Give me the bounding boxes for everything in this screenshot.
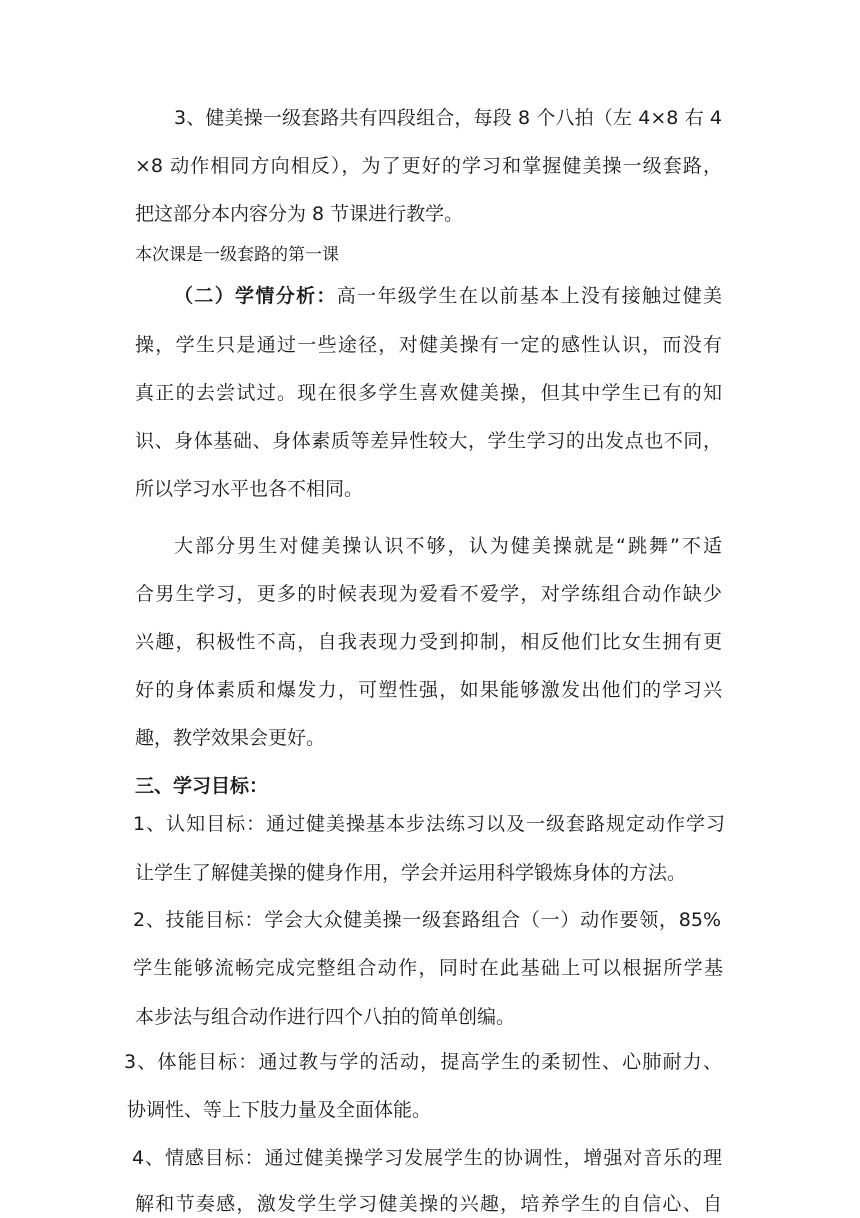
- paragraph-1-line-2: ×8 动作相同方向相反），为了更好的学习和掌握健美操一级套路，: [135, 155, 722, 177]
- section-3-title: 三、学习目标：: [135, 775, 269, 797]
- learning-analysis-line-4: 识、身体基础、身体素质等差异性较大，学生学习的出发点也不同，: [135, 430, 722, 452]
- paragraph-1-line-3: 把这部分本内容分为 8 节课进行教学。: [135, 203, 464, 225]
- goal-3-line-2: 协调性、等上下肢力量及全面体能。: [127, 1099, 432, 1121]
- paragraph-boys-line-3: 兴趣，积极性不高，自我表现力受到抑制，相反他们比女生拥有更: [135, 631, 722, 653]
- paragraph-boys-line-2: 合男生学习，更多的时候表现为爱看不爱学，对学练组合动作缺少: [135, 583, 722, 605]
- learning-analysis-line-1: [174, 282, 722, 310]
- goal-1-line-2: 让学生了解健美操的健身作用，学会并运用科学锻炼身体的方法。: [135, 862, 687, 884]
- learning-analysis-line-3: 真正的去尝试过。现在很多学生喜欢健美操，但其中学生已有的知: [135, 382, 722, 404]
- paragraph-boys-line-5: 趣，教学效果会更好。: [135, 727, 326, 749]
- goal-3-line-1: 3、体能目标：通过教与学的活动，提高学生的柔韧性、心肺耐力、: [124, 1051, 722, 1073]
- learning-analysis-line-5: 所以学习水平也各不相同。: [135, 478, 364, 500]
- paragraph-boys-line-1: 大部分男生对健美操认识不够，认为健美操就是“跳舞”不适: [174, 535, 722, 557]
- paragraph-1-line-1: 3、健美操一级套路共有四段组合，每段 8 个八拍（左 4×8 右 4: [174, 107, 722, 129]
- paragraph-boys-line-4: 好的身体素质和爆发力，可塑性强，如果能够激发出他们的学习兴: [135, 679, 722, 701]
- goal-4-line-1: 4、情感目标：通过健美操学习发展学生的协调性，增强对音乐的理: [132, 1147, 722, 1169]
- goal-2-line-3: 本步法与组合动作进行四个八拍的简单创编。: [135, 1006, 516, 1028]
- goal-1-line-1: 1、认知目标：通过健美操基本步法练习以及一级套路规定动作学习: [133, 813, 725, 835]
- learning-analysis-text: 高一年级学生在以前基本上没有接触过健美: [336, 285, 722, 307]
- goal-2-line-1: 2、技能目标：学会大众健美操一级套路组合（一）动作要领，85%: [133, 909, 721, 931]
- learning-analysis-line-2: 操，学生只是通过一些途径，对健美操有一定的感性认识，而没有: [135, 334, 722, 356]
- goal-2-line-2: 学生能够流畅完成完整组合动作，同时在此基础上可以根据所学基: [133, 957, 723, 979]
- goal-4-line-2: 解和节奏感，激发学生学习健美操的兴趣，培养学生的自信心、自: [135, 1193, 722, 1215]
- learning-analysis-label: （二）学情分析：: [174, 285, 337, 307]
- lesson-note: 本次课是一级套路的第一课: [135, 245, 339, 265]
